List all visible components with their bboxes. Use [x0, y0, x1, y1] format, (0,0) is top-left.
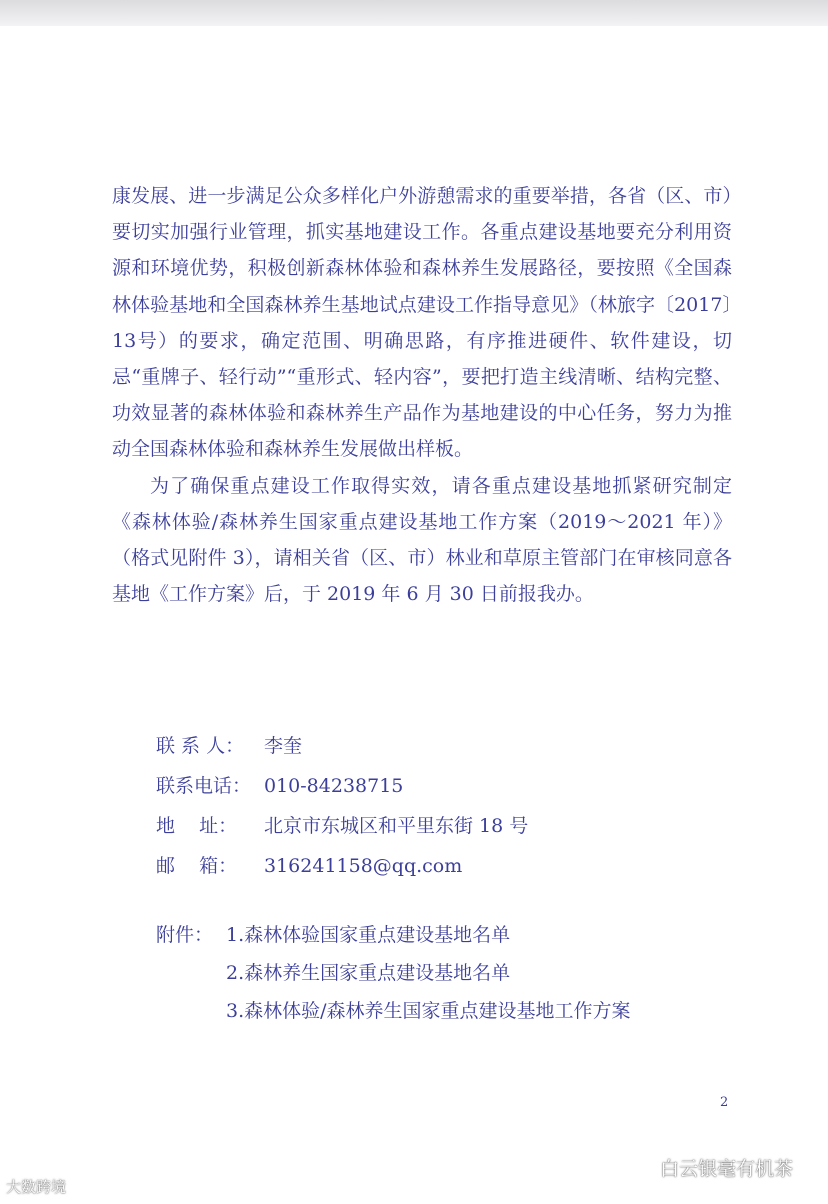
attachments-label: 附件：	[156, 924, 214, 946]
contact-row-person	[156, 726, 528, 766]
watermark-left	[6, 1176, 66, 1197]
contact-value: 北京市东城区和平里东街 18 号	[264, 815, 529, 837]
attachment-item	[156, 992, 631, 1030]
attachment-text: 3.森林体验/森林养生国家重点建设基地工作方案	[226, 1000, 631, 1022]
contact-label: 邮 箱：	[156, 855, 238, 877]
watermark-right-text: 白云银毫有机茶	[660, 1158, 794, 1180]
contact-value: 李奎	[264, 735, 303, 757]
paragraph-1: 康发展、进一步满足公众多样化户外游憩需求的重要举措，各省（区、市）要切实加强行业管理，抓实基地建设工作。各重点建设基地要充分利用资源和环境优势，积极创新森林体验和森林养生发展路径，要按照《全国森林体验基地和全国森林养生基地试点建设工作指导意见》（林旅字〔2017〕13号）的要求，确定范围、明确思路，有序推进硬件、软件建设，切忌“重牌子、轻行动”“重形式、轻内容”，要把打造主线清晰、结构完整、功效显著的森林体验和森林养生产品作为基地建设的中心任务，努力为推动全国森林体验和森林养生发展做出样板。	[112, 185, 732, 461]
contact-row-phone	[156, 766, 528, 806]
attachments-block	[156, 916, 631, 1030]
contact-value: 010-84238715	[264, 775, 404, 797]
watermark-right	[626, 1154, 793, 1181]
attachment-text: 2.森林养生国家重点建设基地名单	[226, 962, 511, 984]
attachment-item	[156, 916, 631, 954]
contact-row-address	[156, 806, 528, 846]
attachment-item	[156, 954, 631, 992]
contact-block	[156, 726, 528, 886]
paragraph-2: 为了确保重点建设工作取得实效，请各重点建设基地抓紧研究制定《森林体验/森林养生国家重点建设基地工作方案（2019～2021 年）》（格式见附件 3），请相关省（区、市）林业和草原主管部门在审核同意各基地《工作方案》后，于 2019 年 6 月 30 日前报我办。	[112, 474, 732, 606]
attachment-text: 1.森林体验国家重点建设基地名单	[226, 924, 511, 946]
watermark-left-text: 大数跨境	[6, 1178, 67, 1196]
top-shadow	[0, 0, 828, 26]
document-body	[112, 178, 732, 612]
contact-label: 地 址：	[156, 815, 238, 837]
contact-label: 联系电话：	[156, 775, 252, 797]
contact-value: 316241158@qq.com	[264, 855, 463, 877]
contact-row-email	[156, 846, 528, 886]
wechat-icon	[626, 1157, 652, 1179]
page-number: 2	[720, 1095, 729, 1110]
contact-label: 联 系 人：	[156, 735, 245, 757]
